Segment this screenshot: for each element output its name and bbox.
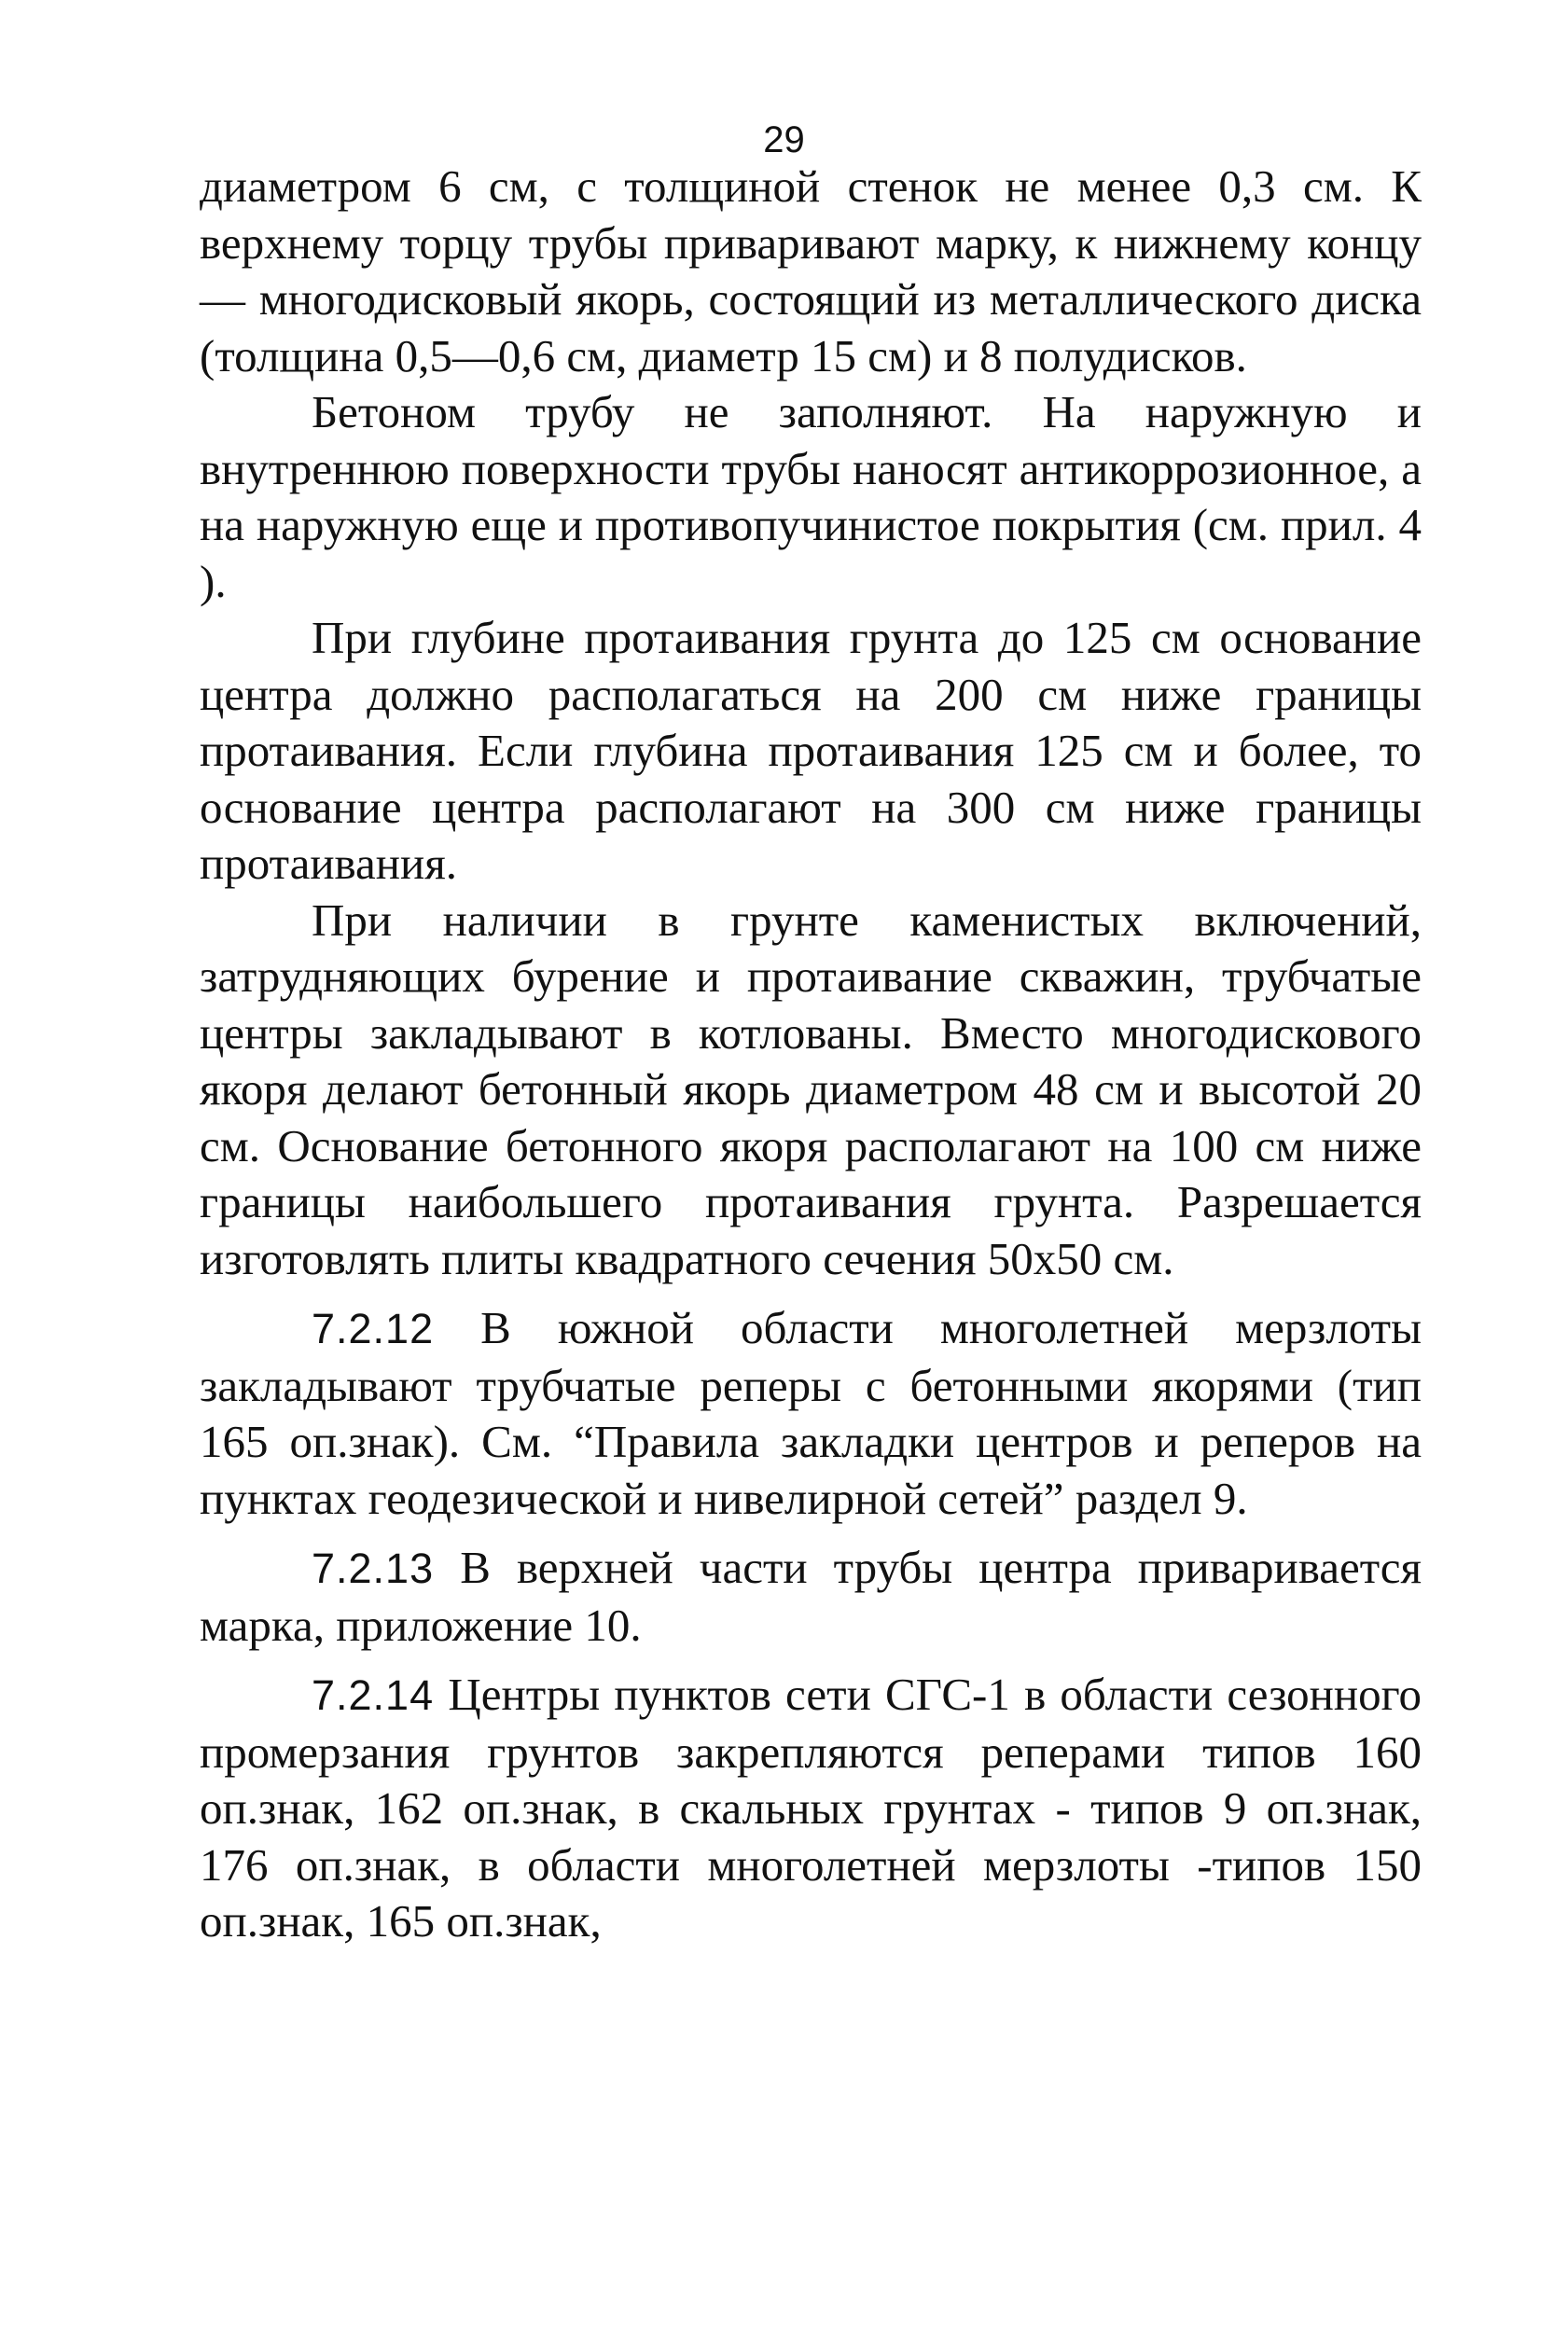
paragraph-thaw-depth: При глубине протаивания грунта до 125 см основание центра должно располагаться на 200 см ниже границы протаивания. Если глубина протаивания 125 см и более, то основание центра располагают на 300 см ниже границы протаивания. bbox=[200, 612, 1422, 889]
section-number: 7.2.14 bbox=[312, 1671, 435, 1719]
section-text: В южной области многолетней мерзлоты закладывают трубчатые реперы с бетонными якорями (тип 165 оп.знак). См. “Правила закладки центров и реперов на пунктах геодезической и нивелирной сетей” раздел 9. bbox=[200, 1302, 1422, 1524]
section-text: Центры пунктов сети СГС-1 в области сезонного промерзания грунтов закрепляются реперами типов 160 оп.знак, 162 оп.знак, в скальных грунтах - типов 9 оп.знак, 176 оп.знак, в области многолетней мерзлоты -типов 150 оп.знак, 165 оп.знак, bbox=[200, 1669, 1422, 1947]
paragraph-concrete-fill: Бетоном трубу не заполняют. На наружную и внутреннюю поверхности трубы наносят антикоррозионное, а на наружную еще и противопучинистое покрытия (см. прил. 4 ). bbox=[200, 386, 1422, 607]
section-number: 7.2.12 bbox=[312, 1305, 435, 1352]
document-body bbox=[200, 159, 1422, 1950]
paragraph-stony-inclusions: При наличии в грунте каменистых включений, затрудняющих бурение и протаивание скважин, трубчатые центры закладывают в котлованы. Вместо многодискового якоря делают бетонный якорь диаметром 48 см и высотой 20 см. Основание бетонного якоря располагают на 100 см ниже границы наибольшего протаивания грунта. Разрешается изготовлять плиты квадратного сечения 50х50 см. bbox=[200, 894, 1422, 1284]
section-number: 7.2.13 bbox=[312, 1545, 435, 1592]
page-number: 29 bbox=[763, 119, 805, 160]
section-7-2-12 bbox=[200, 1300, 1422, 1527]
paragraph-continuation: диаметром 6 см, с толщиной стенок не менее 0,3 см. К верхнему торцу трубы приваривают марку, к нижнему концу — многодисковый якорь, состоящий из металлического диска (толщина 0,5—0,6 см, диаметр 15 см) и 8 полудисков. bbox=[200, 160, 1422, 381]
section-7-2-13 bbox=[200, 1540, 1422, 1654]
section-7-2-14 bbox=[200, 1667, 1422, 1950]
section-text: В верхней части трубы центра приваривается марка, приложение 10. bbox=[200, 1542, 1422, 1651]
